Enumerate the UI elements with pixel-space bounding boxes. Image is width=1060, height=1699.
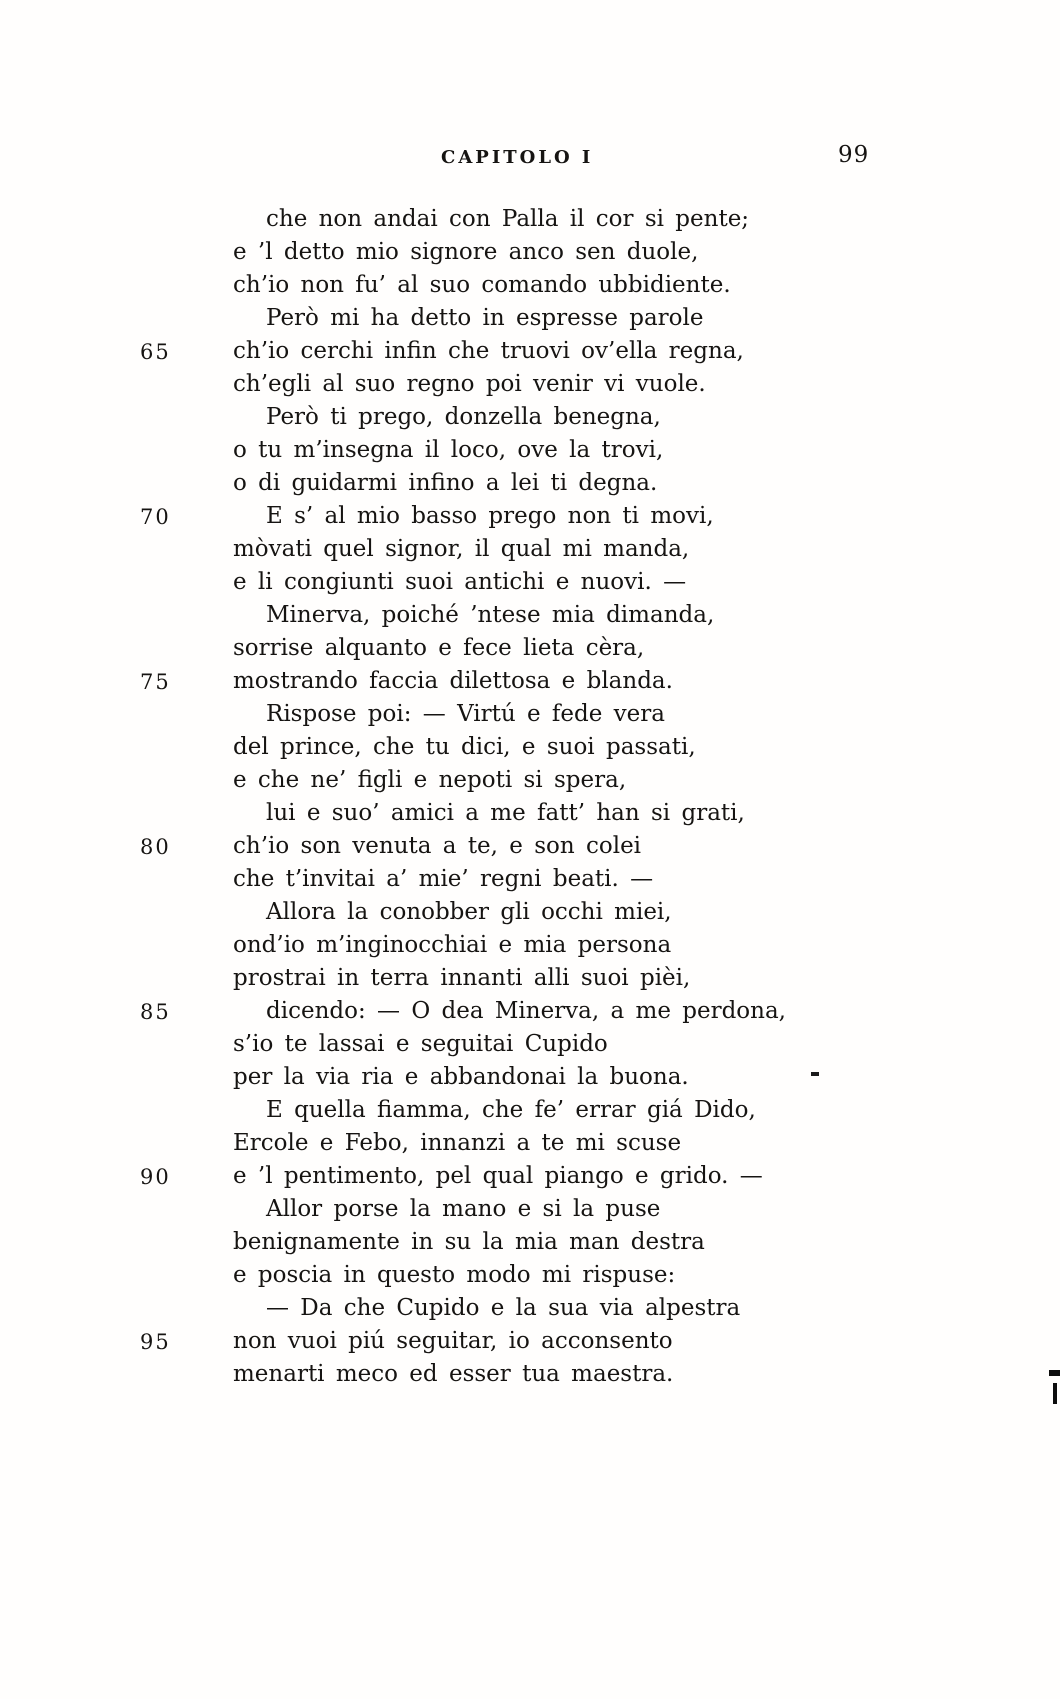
page-edge-artifact-bar [1053, 1383, 1057, 1404]
verse-text: che t’invitai a’ mie’ regni beati. — [233, 866, 654, 892]
verse-text: e che ne’ figli e nepoti si spera, [233, 767, 627, 793]
poem-line [0, 467, 1060, 500]
verse-text: ch’io cerchi infin che truovi ov’ella regna, [233, 338, 744, 364]
poem-line [0, 632, 1060, 665]
verse-text: per la via ria e abbandonai la buona. [233, 1064, 689, 1090]
verse-text: o tu m’insegna il loco, ove la trovi, [233, 437, 664, 463]
verse-line-number: 95 [140, 1330, 171, 1354]
verse-text: che non andai con Palla il cor si pente; [266, 206, 750, 232]
running-title: CAPITOLO I [441, 147, 594, 168]
verse-text: s’io te lassai e seguitai Cupido [233, 1031, 608, 1057]
verse-text: — Da che Cupido e la sua via alpestra [266, 1295, 741, 1321]
poem-line [0, 665, 1060, 698]
page-number: 99 [838, 142, 870, 168]
verse-text: e ’l pentimento, pel qual piango e grido. — [233, 1163, 763, 1189]
verse-text: Allor porse la mano e si la puse [266, 1196, 661, 1222]
poem-line [0, 599, 1060, 632]
ink-dot-artifact [811, 1072, 819, 1076]
poem-line [0, 1259, 1060, 1292]
poem-line [0, 1358, 1060, 1391]
poem-line [0, 863, 1060, 896]
poem-line [0, 236, 1060, 269]
verse-text: mòvati quel signor, il qual mi manda, [233, 536, 690, 562]
verse-text: E s’ al mio basso prego non ti movi, [266, 503, 714, 529]
poem-line [0, 962, 1060, 995]
poem-line [0, 1028, 1060, 1061]
poem-line [0, 698, 1060, 731]
verse-line-number: 80 [140, 835, 171, 859]
poem-line [0, 335, 1060, 368]
verse-line-number: 65 [140, 340, 171, 364]
poem-line [0, 203, 1060, 236]
poem-line [0, 896, 1060, 929]
verse-text: ond’io m’inginocchiai e mia persona [233, 932, 672, 958]
poem-line [0, 368, 1060, 401]
verse-text: non vuoi piú seguitar, io acconsento [233, 1328, 673, 1354]
verse-text: Ercole e Febo, innanzi a te mi scuse [233, 1130, 682, 1156]
verse-text: Minerva, poiché ’ntese mia dimanda, [266, 602, 715, 628]
poem-line [0, 1061, 1060, 1094]
verse-text: ch’egli al suo regno poi venir vi vuole. [233, 371, 706, 397]
page-edge-artifact-dash [1049, 1370, 1060, 1376]
verse-line-number: 70 [140, 505, 171, 529]
verse-text: lui e suo’ amici a me fatt’ han si grati, [266, 800, 745, 826]
poem-line [0, 797, 1060, 830]
verse-text: benignamente in su la mia man destra [233, 1229, 705, 1255]
verse-text: e li congiunti suoi antichi e nuovi. — [233, 569, 687, 595]
poem-line [0, 1325, 1060, 1358]
verse-text: ch’io son venuta a te, e son colei [233, 833, 642, 859]
poem-line [0, 995, 1060, 1028]
verse-text: del prince, che tu dici, e suoi passati, [233, 734, 696, 760]
verse-text: Però ti prego, donzella benegna, [266, 404, 661, 430]
poem-line [0, 566, 1060, 599]
verse-text: mostrando faccia dilettosa e blanda. [233, 668, 673, 694]
verse-text: Rispose poi: — Virtú e fede vera [266, 701, 665, 727]
verse-text: dicendo: — O dea Minerva, a me perdona, [266, 998, 786, 1024]
verse-text: sorrise alquanto e fece lieta cèra, [233, 635, 645, 661]
verse-line-number: 75 [140, 670, 171, 694]
verse-text: E quella fiamma, che fe’ errar giá Dido, [266, 1097, 756, 1123]
poem-line [0, 401, 1060, 434]
poem-line [0, 830, 1060, 863]
poem-line [0, 1160, 1060, 1193]
poem-line [0, 731, 1060, 764]
verse-text: o di guidarmi infino a lei ti degna. [233, 470, 658, 496]
poem-line [0, 434, 1060, 467]
poem-line [0, 1127, 1060, 1160]
verse-text: Però mi ha detto in espresse parole [266, 305, 704, 331]
verse-text: e ’l detto mio signore anco sen duole, [233, 239, 699, 265]
poem-line [0, 1193, 1060, 1226]
poem-line [0, 1226, 1060, 1259]
poem-line [0, 1094, 1060, 1127]
verse-text: prostrai in terra innanti alli suoi pièi, [233, 965, 691, 991]
verse-text: e poscia in questo modo mi rispuse: [233, 1262, 676, 1288]
verse-text: ch’io non fu’ al suo comando ubbidiente. [233, 272, 731, 298]
verse-text: menarti meco ed esser tua maestra. [233, 1361, 674, 1387]
poem-line [0, 302, 1060, 335]
poem-text-block [0, 203, 1060, 1391]
verse-text: Allora la conobber gli occhi miei, [266, 899, 672, 925]
verse-line-number: 90 [140, 1165, 171, 1189]
poem-line [0, 764, 1060, 797]
poem-line [0, 500, 1060, 533]
verse-line-number: 85 [140, 1000, 171, 1024]
poem-line [0, 269, 1060, 302]
poem-line [0, 1292, 1060, 1325]
poem-line [0, 929, 1060, 962]
poem-line [0, 533, 1060, 566]
